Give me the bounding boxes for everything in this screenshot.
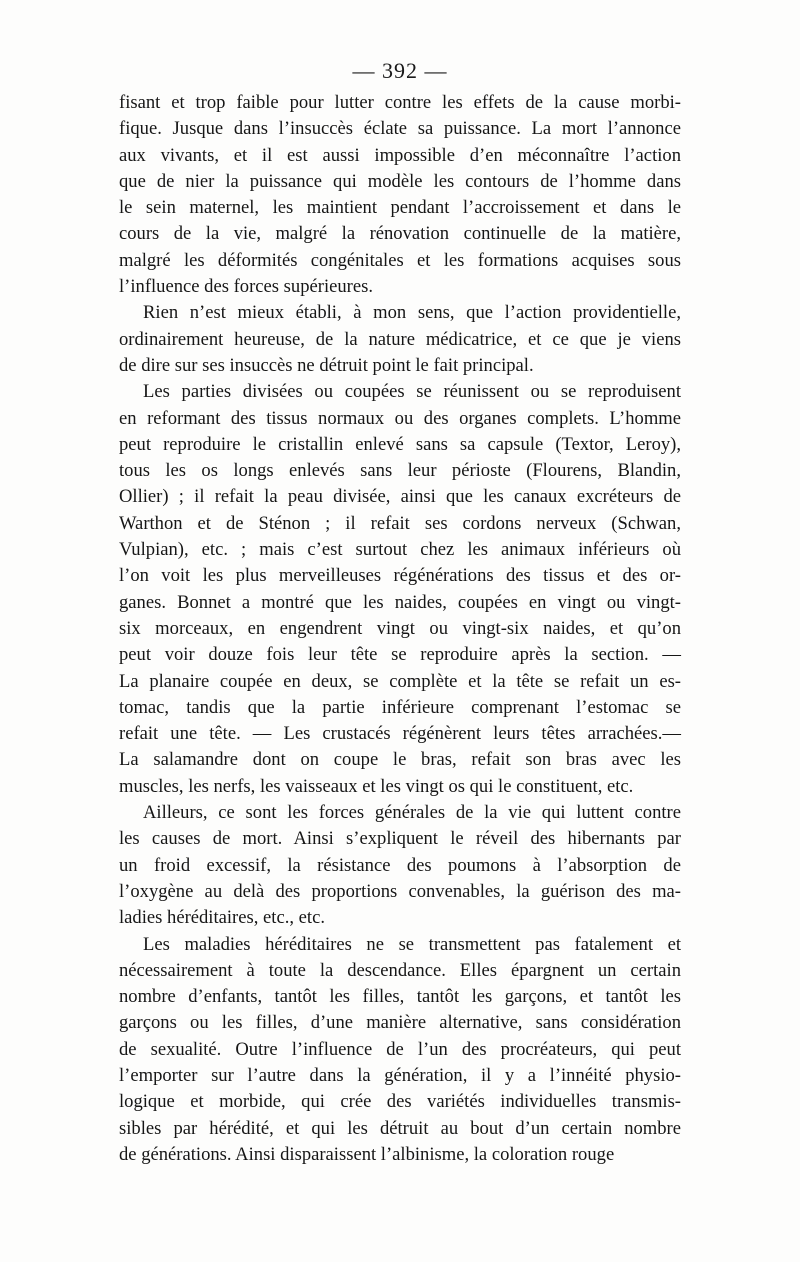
text-line: ladies héréditaires, etc., etc.: [119, 907, 325, 929]
text-line: Ollier) ; il refait la peau divisée, ainsi que les canaux excréteurs de: [119, 486, 681, 508]
text-line: Warthon et de Sténon ; il refait ses cordons nerveux (Schwan,: [119, 512, 681, 534]
paragraph: [119, 379, 681, 800]
text-line: l’emporter sur l’autre dans la génération, il y a l’innéité physio-: [119, 1064, 681, 1086]
text-line: de dire sur ses insuccès ne détruit point le fait principal.: [119, 354, 534, 376]
body-text: [119, 90, 681, 1168]
text-line: malgré les déformités congénitales et les formations acquises sous: [119, 249, 681, 271]
text-line: fique. Jusque dans l’insuccès éclate sa puissance. La mort l’annonce: [119, 118, 681, 140]
text-line: garçons ou les filles, d’une manière alternative, sans considération: [119, 1012, 681, 1034]
page-number: — 392 —: [352, 58, 448, 83]
text-line: nécessairement à toute la descendance. Elles épargnent un certain: [119, 959, 681, 981]
text-line: l’oxygène au delà des proportions convenables, la guérison des ma-: [119, 880, 681, 902]
text-line: Les parties divisées ou coupées se réunissent ou se reproduisent: [143, 381, 681, 403]
text-line: tous les os longs enlevés sans leur périoste (Flourens, Blandin,: [119, 460, 681, 482]
text-line: en reformant des tissus normaux ou des organes complets. L’homme: [119, 407, 681, 429]
text-line: fisant et trop faible pour lutter contre les effets de la cause morbi-: [119, 92, 681, 113]
paragraph: [119, 300, 681, 379]
text-line: logique et morbide, qui crée des variétés individuelles transmis-: [119, 1091, 681, 1113]
text-line: un froid excessif, la résistance des poumons à l’absorption de: [119, 854, 681, 876]
text-line: l’on voit les plus merveilleuses régénérations des tissus et des or-: [119, 565, 681, 587]
text-line: La salamandre dont on coupe le bras, refait son bras avec les: [119, 749, 681, 771]
text-line: nombre d’enfants, tantôt les filles, tantôt les garçons, et tantôt les: [119, 986, 681, 1008]
text-line: cours de la vie, malgré la rénovation continuelle de la matière,: [119, 223, 681, 245]
text-line: ordinairement heureuse, de la nature médicatrice, et ce que je viens: [119, 328, 681, 350]
text-line: ganes. Bonnet a montré que les naides, coupées en vingt ou vingt-: [119, 591, 681, 613]
paragraph: [119, 932, 681, 1169]
text-line: peut reproduire le cristallin enlevé sans sa capsule (Textor, Leroy),: [119, 433, 681, 455]
paragraph: [119, 800, 681, 931]
text-line: Ailleurs, ce sont les forces générales de la vie qui luttent contre: [143, 802, 681, 824]
text-line: de générations. Ainsi disparaissent l’albinisme, la coloration rouge: [119, 1143, 615, 1165]
text-line: les causes de mort. Ainsi s’expliquent le réveil des hibernants par: [119, 828, 681, 850]
text-line: le sein maternel, les maintient pendant l’accroissement et dans le: [119, 197, 681, 219]
text-line: Rien n’est mieux établi, à mon sens, que l’action providentielle,: [143, 302, 681, 324]
text-line: Les maladies héréditaires ne se transmettent pas fatalement et: [143, 933, 681, 955]
text-line: peut voir douze fois leur tête se reproduire après la section. —: [119, 644, 681, 666]
text-line: de sexualité. Outre l’influence de l’un des procréateurs, qui peut: [119, 1038, 681, 1060]
text-line: sibles par hérédité, et qui les détruit au bout d’un certain nombre: [119, 1117, 681, 1139]
text-line: muscles, les nerfs, les vaisseaux et les vingt os qui le constituent, etc.: [119, 775, 634, 797]
text-line: refait une tête. — Les crustacés régénèrent leurs têtes arrachées.—: [119, 723, 681, 745]
text-line: l’influence des forces supérieures.: [119, 276, 374, 298]
text-line: Vulpian), etc. ; mais c’est surtout chez les animaux inférieurs où: [119, 539, 681, 561]
text-line: six morceaux, en engendrent vingt ou vingt-six naides, et qu’on: [119, 617, 681, 639]
text-line: que de nier la puissance qui modèle les contours de l’homme dans: [119, 170, 681, 192]
paragraph: [119, 90, 681, 300]
text-line: La planaire coupée en deux, se complète et la tête se refait un es-: [119, 670, 681, 692]
text-line: aux vivants, et il est aussi impossible d’en méconnaître l’action: [119, 144, 681, 166]
text-line: tomac, tandis que la partie inférieure comprenant l’estomac se: [119, 696, 681, 718]
